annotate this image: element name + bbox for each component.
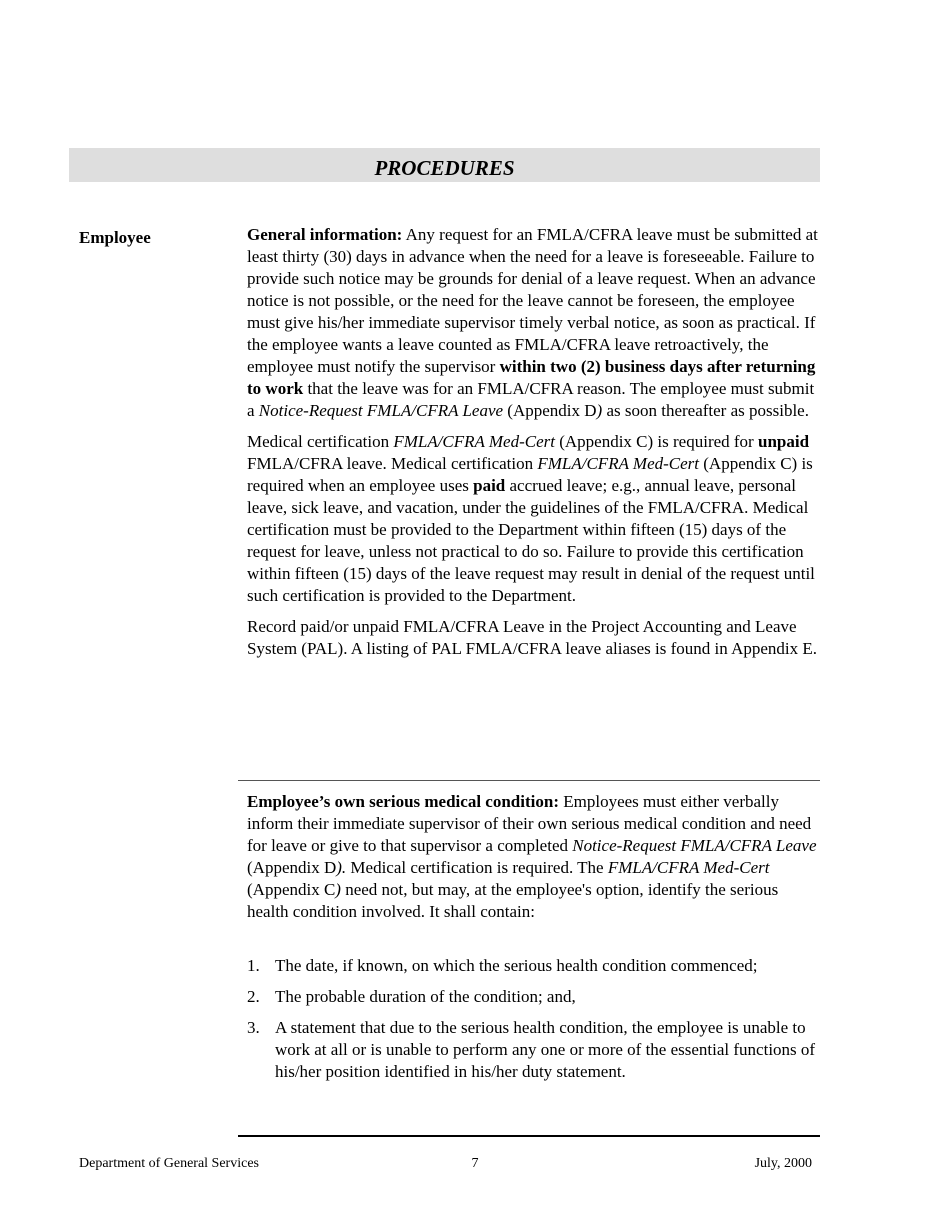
text-run-italic: ).: [336, 858, 347, 877]
text-run: that the leave was for an FMLA/CFRA reason. The employee must submit a: [247, 379, 815, 420]
text-run-bold: paid: [473, 476, 506, 495]
side-label-employee: Employee: [79, 228, 151, 247]
page-title: PROCEDURES: [374, 156, 515, 180]
list-text: The probable duration of the condition; and,: [275, 987, 576, 1006]
list-item: [247, 986, 822, 1008]
text-run: as soon thereafter as possible.: [602, 401, 809, 420]
footer-divider: [238, 1135, 820, 1137]
section-divider: [238, 780, 820, 781]
general-information-section: [247, 224, 822, 660]
general-paragraph-1: [247, 224, 822, 422]
text-run-italic: ): [335, 880, 341, 899]
own-condition-paragraph: [247, 791, 822, 923]
list-text: The date, if known, on which the serious health condition commenced;: [275, 956, 758, 975]
text-run: (Appendix C: [247, 880, 336, 899]
text-run: (Appendix C) is required when an employee uses: [247, 454, 813, 495]
text-run: need not, but may, at the employee's option, identify the serious health condition involved. It shall contain:: [247, 880, 779, 921]
list-number: 1.: [247, 956, 260, 975]
text-run: Employees must either verbally inform their immediate supervisor of their own serious medical condition and need for leave or give to that supervisor a completed: [247, 792, 812, 855]
text-run: Medical certification: [247, 432, 394, 451]
footer-page-number: 7: [471, 1156, 479, 1171]
list-text: A statement that due to the serious health condition, the employee is unable to work at all or is unable to perform any one or more of the essential functions of his/her position identified in his/her duty statement.: [275, 1018, 816, 1081]
text-run-bold: unpaid: [757, 432, 810, 451]
footer-department: Department of General Services: [79, 1156, 259, 1171]
form-title-italic: FMLA/CFRA Med-Cert: [393, 432, 555, 451]
text-run: (Appendix D: [247, 858, 337, 877]
text-run: (Appendix D: [503, 401, 597, 420]
text-run: accrued leave; e.g., annual leave, personal leave, sick leave, and vacation, under the guidelines of the FMLA/CFRA. Medical certification must be provided to the Department within fifteen (15) days of the request for leave, unless not practical to do so. Failure to provide this certification within fifteen (15) days of the leave request may result in denial of the request until such certification is provided to the Department.: [247, 476, 815, 605]
text-run-italic: ): [596, 401, 603, 420]
list-item: [247, 955, 822, 977]
list-number: 3.: [247, 1018, 260, 1037]
form-title-italic: Notice-Request FMLA/CFRA Leave: [258, 401, 504, 420]
form-title-italic: FMLA/CFRA Med-Cert: [607, 858, 770, 877]
list-number: 2.: [247, 987, 260, 1006]
text-run: Medical certification is required. The: [346, 858, 608, 877]
text-run-bold: within two (2) business days after returning to work: [247, 357, 816, 398]
own-condition-heading: Employee’s own serious medical condition:: [247, 792, 559, 811]
general-paragraph-3: Record paid/or unpaid FMLA/CFRA Leave in the Project Accounting and Leave System (PAL). A listing of PAL FMLA/CFRA leave aliases is found in Appendix E.: [247, 617, 817, 658]
footer-date: July, 2000: [754, 1156, 812, 1171]
form-title-italic: FMLA/CFRA Med-Cert: [537, 454, 699, 473]
text-run: FMLA/CFRA leave. Medical certification: [247, 454, 538, 473]
section-banner: [69, 148, 820, 182]
own-condition-section: [247, 791, 822, 923]
general-heading: General information:: [247, 225, 403, 244]
text-run: Any request for an FMLA/CFRA leave must be submitted at least thirty (30) days in advance when the need for a leave is foreseeable. Failure to provide such notice may be grounds for denial of a leave request. When an advance notice is not possible, or the need for the leave cannot be foreseen, the employee must give his/her immediate supervisor timely verbal notice, as soon as practical. If the employee wants a leave counted as FMLA/CFRA leave retroactively, the employee must notify the supervisor: [247, 225, 818, 376]
list-item: [247, 1017, 822, 1083]
general-paragraph-2: [247, 431, 822, 607]
text-run: (Appendix C) is required for: [554, 432, 758, 451]
form-title-italic: Notice-Request FMLA/CFRA Leave: [572, 836, 817, 855]
